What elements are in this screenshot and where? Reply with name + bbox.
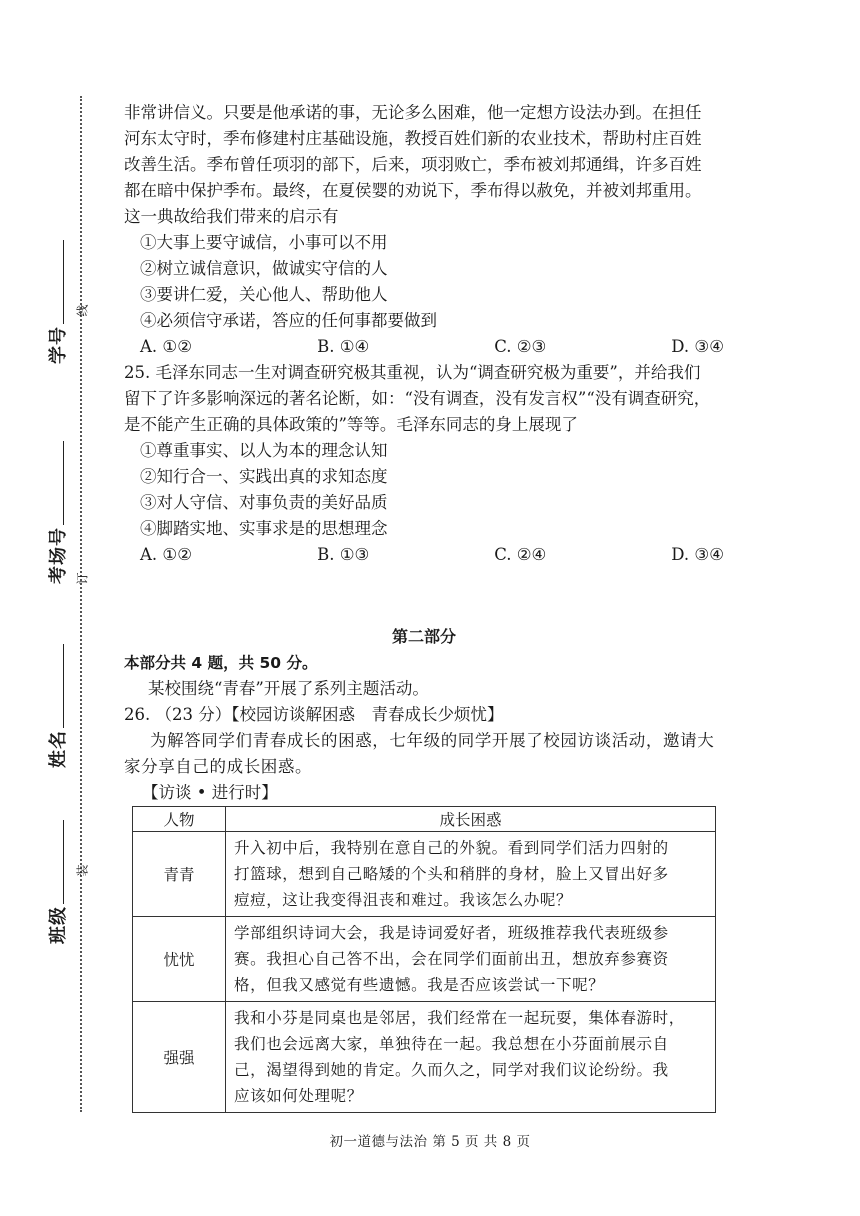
q24-line: 都在暗中保护季布。最终，在夏侯婴的劝说下，季布得以赦免，并被刘邦重用。 bbox=[124, 181, 702, 200]
class-field bbox=[44, 820, 70, 944]
table-row bbox=[133, 832, 716, 917]
q25-item: ①尊重事实、以人为本的理念认知 bbox=[140, 441, 388, 460]
concern-line: 格，但我又感觉有些遗憾。我是否应该尝试一下呢？ bbox=[234, 976, 605, 994]
student-id-field bbox=[44, 240, 70, 364]
part2-title: 第二部分 bbox=[391, 627, 456, 646]
q24-line: 非常讲信义。只要是他承诺的事，无论多么困难，他一定想方设法办到。在担任 bbox=[124, 103, 702, 122]
name-field bbox=[44, 644, 70, 768]
q24-line: 改善生活。季布曾任项羽的部下，后来，项羽败亡，季布被刘邦通缉，许多百姓 bbox=[124, 155, 702, 174]
table-row bbox=[133, 917, 716, 1002]
student-id-blank[interactable] bbox=[63, 240, 64, 324]
table-cell-name: 青青 bbox=[133, 832, 226, 917]
q24-option-b[interactable]: B. ①④ bbox=[317, 337, 370, 356]
q24-option-c[interactable]: C. ②③ bbox=[494, 337, 547, 356]
binding-mark-staple: 订 bbox=[75, 572, 90, 585]
name-label: 姓名 bbox=[48, 730, 69, 768]
q25-option-c[interactable]: C. ②④ bbox=[494, 545, 547, 564]
page-footer: 初一道德与法治 第 5 页 共 8 页 bbox=[329, 1134, 531, 1150]
table-header-person: 人物 bbox=[133, 807, 226, 832]
part2-intro: 本部分共 4 题，共 50 分。 bbox=[124, 654, 318, 672]
q25-options bbox=[124, 542, 724, 568]
binding-mark-line: 线 bbox=[75, 304, 90, 317]
class-blank[interactable] bbox=[63, 820, 64, 904]
q24-line: 河东太守时，季布修建村庄基础设施，教授百姓们新的农业技术，帮助村庄百姓 bbox=[124, 129, 702, 148]
table-header-row bbox=[133, 807, 716, 832]
q25-item: ②知行合一、实践出真的求知态度 bbox=[140, 467, 388, 486]
q24-line: 这一典故给我们带来的启示有 bbox=[124, 207, 339, 226]
q24-options bbox=[124, 334, 724, 360]
q26-heading: 26. （23 分）【校园访谈解困惑 青春成长少烦忧】 bbox=[124, 705, 504, 724]
concern-line: 学部组织诗词大会，我是诗词爱好者，班级推荐我代表班级参 bbox=[234, 924, 669, 942]
table-header-concern: 成长困惑 bbox=[226, 807, 716, 832]
concern-line: 应该如何处理呢？ bbox=[234, 1087, 363, 1105]
q24-items bbox=[124, 230, 724, 334]
q25-option-a[interactable]: A. ①② bbox=[140, 545, 192, 564]
q24-item: ②树立诚信意识，做诚实守信的人 bbox=[140, 259, 388, 278]
concern-line: 升入初中后，我特别在意自己的外貌。看到同学们活力四射的 bbox=[234, 839, 669, 857]
q25-option-d[interactable]: D. ③④ bbox=[671, 545, 724, 564]
q25-item: ④脚踏实地、实事求是的思想理念 bbox=[140, 519, 388, 538]
interview-table bbox=[132, 806, 716, 1113]
binding-mark-bind: 装 bbox=[75, 864, 90, 877]
table-cell-name: 忧忧 bbox=[133, 917, 226, 1002]
q24-item: ①大事上要守诚信，小事可以不用 bbox=[140, 233, 388, 252]
table-cell-name: 强强 bbox=[133, 1002, 226, 1113]
student-id-label: 学号 bbox=[48, 326, 69, 364]
q26-table-caption: 【访谈 • 进行时】 bbox=[142, 783, 278, 802]
q24-option-d[interactable]: D. ③④ bbox=[671, 337, 724, 356]
q24-item: ③要讲仁爱，关心他人、帮助他人 bbox=[140, 285, 388, 304]
exam-room-field bbox=[44, 441, 70, 584]
q25-line: 留下了许多影响深远的著名论断，如：“没有调查，没有发言权”“没有调查研究， bbox=[124, 389, 711, 408]
q26-intro-line: 为解答同学们青春成长的困惑，七年级的同学开展了校园访谈活动，邀请大 bbox=[150, 731, 715, 750]
q25-option-b[interactable]: B. ①③ bbox=[317, 545, 370, 564]
table-cell-concern bbox=[226, 917, 716, 1002]
q25-line: 25. 毛泽东同志一生对调查研究极其重视，认为“调查研究极为重要”，并给我们 bbox=[124, 363, 701, 382]
table-row bbox=[133, 1002, 716, 1113]
concern-line: 我们也会远离大家，单独待在一起。我总想在小芬面前展示自 bbox=[234, 1035, 669, 1053]
q25-stem bbox=[124, 360, 724, 438]
table-cell-concern bbox=[226, 832, 716, 917]
q24-option-a[interactable]: A. ①② bbox=[140, 337, 192, 356]
q25-item: ③对人守信、对事负责的美好品质 bbox=[140, 493, 388, 512]
part2-theme: 某校围绕“青春”开展了系列主题活动。 bbox=[148, 679, 429, 698]
q25-line: 是不能产生正确的具体政策的”等等。毛泽东同志的身上展现了 bbox=[124, 415, 578, 434]
concern-line: 己，渴望得到她的肯定。久而久之，同学对我们议论纷纷。我 bbox=[234, 1061, 669, 1079]
class-label: 班级 bbox=[48, 906, 69, 944]
binding-dotted-line bbox=[80, 96, 82, 1112]
concern-line: 打篮球，想到自己略矮的个头和稍胖的身材，脸上又冒出好多 bbox=[234, 865, 669, 883]
page-content bbox=[124, 100, 724, 1113]
concern-line: 我和小芬是同桌也是邻居，我们经常在一起玩耍，集体春游时， bbox=[234, 1009, 685, 1027]
table-cell-concern bbox=[226, 1002, 716, 1113]
q24-stem bbox=[124, 100, 724, 230]
exam-room-label: 考场号 bbox=[48, 527, 69, 584]
q24-item: ④必须信守承诺，答应的任何事都要做到 bbox=[140, 311, 437, 330]
concern-line: 痘痘，这让我变得沮丧和难过。我该怎么办呢？ bbox=[234, 891, 573, 909]
q25-items bbox=[124, 438, 724, 542]
concern-line: 赛。我担心自己答不出，会在同学们面前出丑，想放弃参赛资 bbox=[234, 950, 669, 968]
exam-room-blank[interactable] bbox=[63, 441, 64, 525]
q26-intro-line: 家分享自己的成长困惑。 bbox=[124, 757, 313, 776]
binding-margin bbox=[0, 0, 110, 1216]
name-blank[interactable] bbox=[63, 644, 64, 728]
